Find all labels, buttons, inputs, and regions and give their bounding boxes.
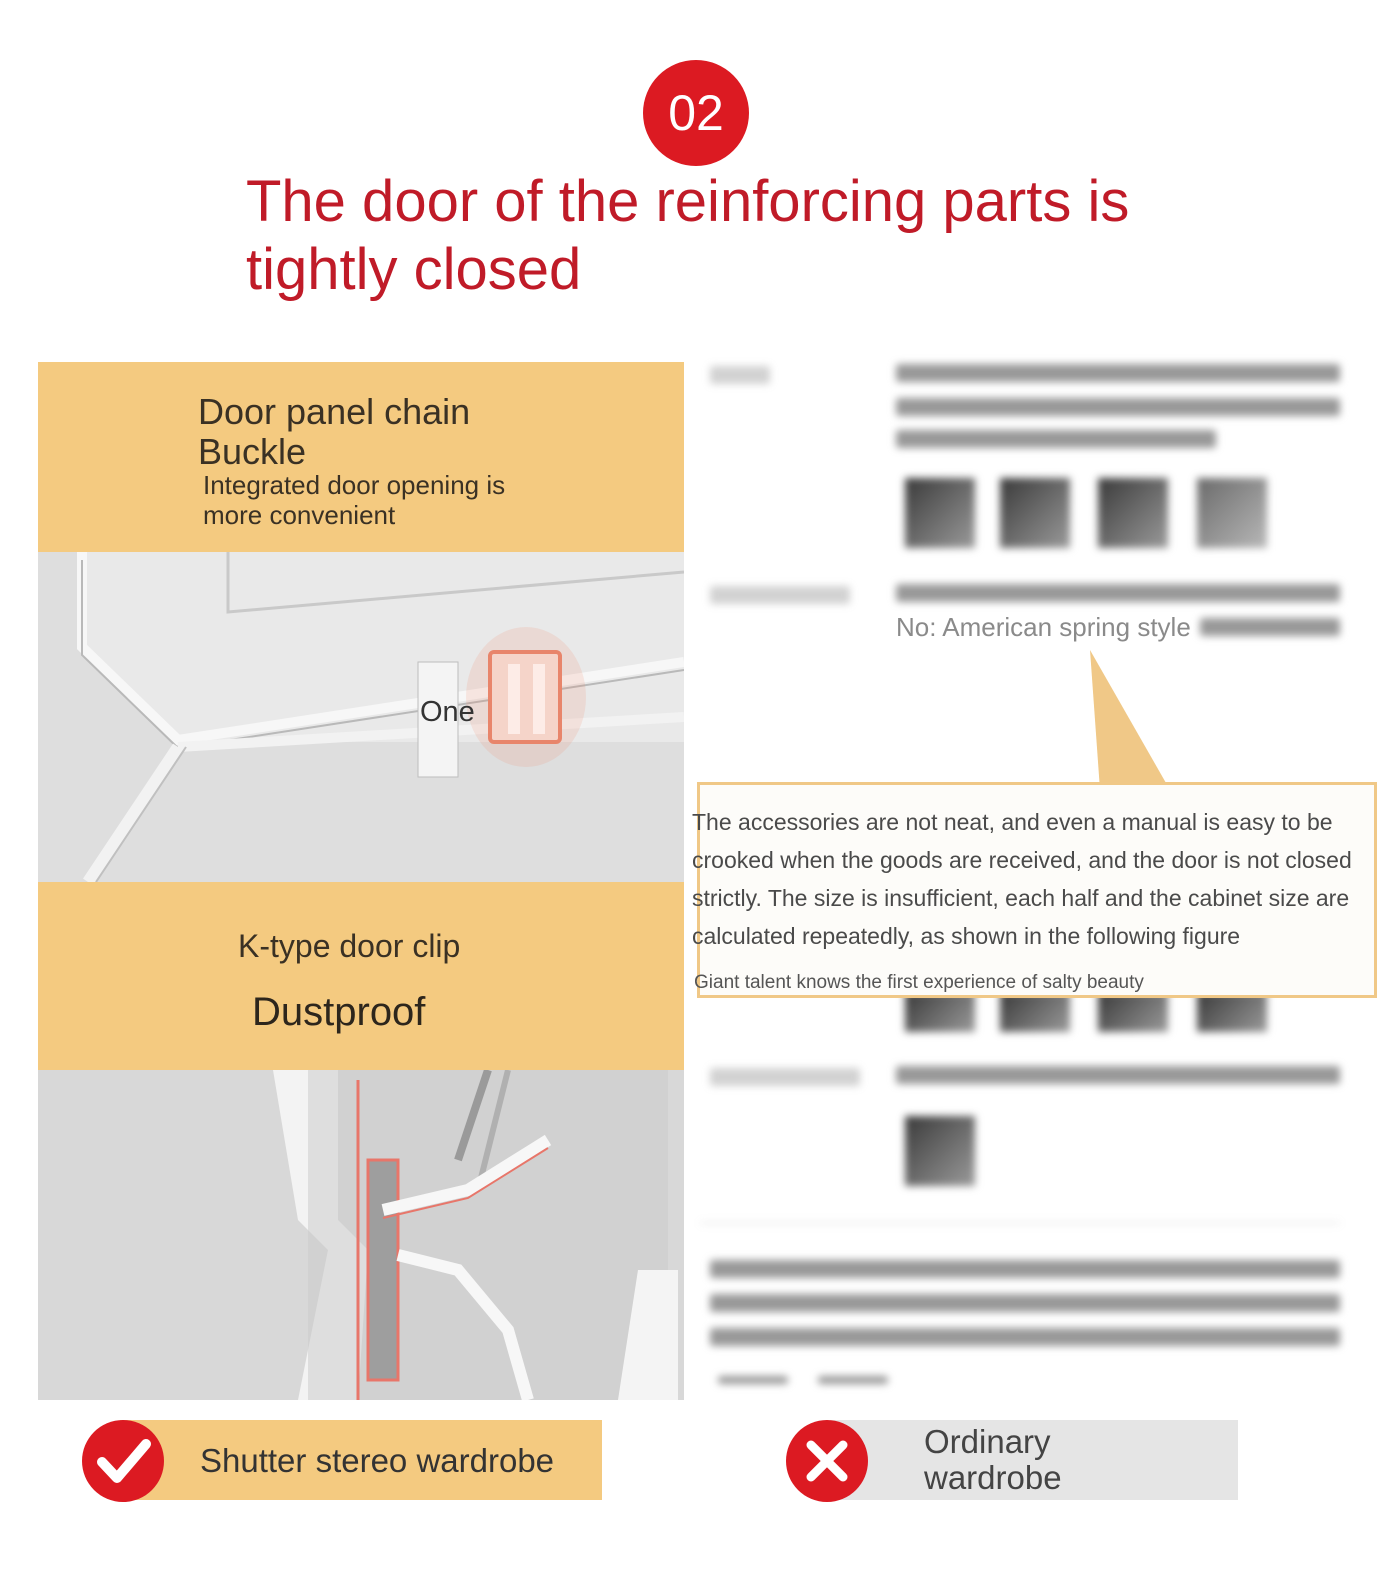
k-type-title: K-type door clip bbox=[238, 928, 461, 964]
shutter-wardrobe-label: Shutter stereo wardrobe bbox=[200, 1442, 555, 1479]
ordinary-wardrobe-label: Ordinary wardrobe bbox=[924, 1423, 1062, 1496]
one-callout-label: One bbox=[420, 696, 475, 728]
page-title: The door of the reinforcing parts is tightly closed bbox=[246, 169, 1130, 302]
k-type-panel bbox=[38, 882, 684, 1070]
callout-pointer bbox=[1080, 650, 1170, 790]
step-number-badge: 02 bbox=[643, 60, 749, 166]
dustproof-label: Dustproof bbox=[252, 990, 426, 1034]
callout-footer: Giant talent knows the first experience of salty beauty bbox=[694, 972, 1144, 993]
chain-buckle-title: Door panel chain Buckle bbox=[198, 391, 471, 472]
spring-style-label: No: American spring style bbox=[896, 612, 1191, 642]
callout-text: The accessories are not neat, and even a manual is easy to be crooked when the goods are received, and the door is not closed strictly. The size is insufficient, each half and the cabinet size are calculated repeatedly, as shown in the following figure bbox=[692, 809, 1352, 949]
cross-icon bbox=[786, 1420, 868, 1502]
check-icon bbox=[82, 1420, 164, 1502]
k-type-clip-image bbox=[38, 1070, 684, 1400]
chain-buckle-image bbox=[38, 552, 684, 882]
chain-buckle-subtitle: Integrated door opening is more convenient bbox=[203, 470, 506, 530]
